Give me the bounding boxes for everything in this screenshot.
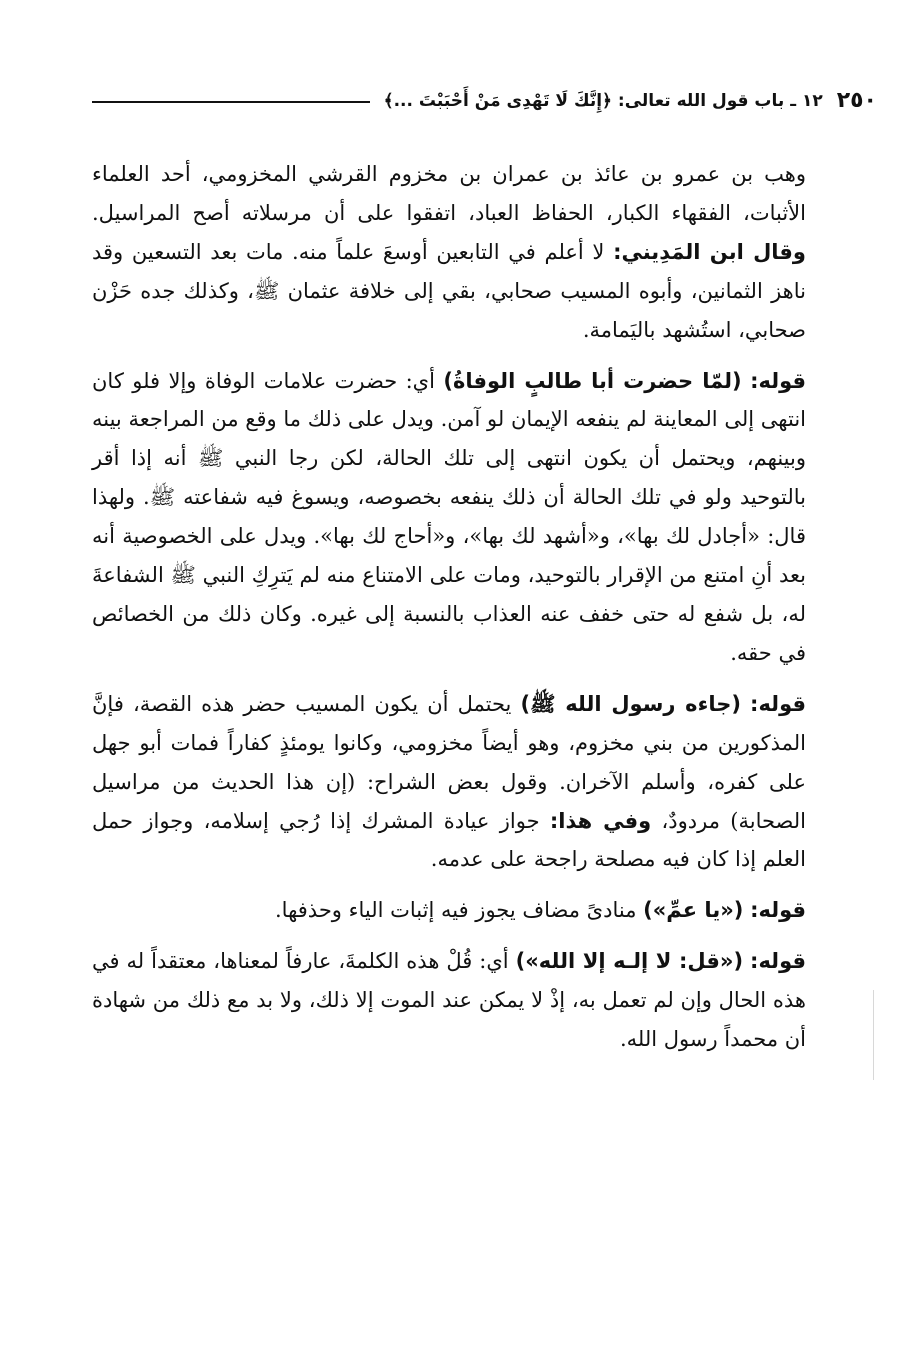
header-rule [92, 101, 370, 103]
paragraph-5-keyword: قوله: [750, 949, 806, 974]
paragraph-5-text: أي: قُلْ هذه الكلمةَ، عارفاً لمعناها، معتقداً له في هذه الحال وإن لم تعمل به، إذْ لا يمكن عند الموت إلا ذلك، ولا بد مع ذلك من شهادة أن محمداً رسول الله. [92, 949, 806, 1052]
paragraph-5 [92, 942, 806, 1059]
page-header [92, 80, 877, 120]
paragraph-4-keyword: قوله: [750, 898, 806, 923]
page-number: ٢٥٠ [836, 87, 877, 113]
paragraph-3-text-a: يحتمل أن يكون المسيب حضر هذه القصة، فإنَّ المذكورين من بني مخزوم، وهو أيضاً مخزومي، وكانوا يومئذٍ كفاراً فمات أبو جهل على كفره، وأسلم الآخران. وقول بعض الشراح: (إن هذا الحديث من مراسيل الصحابة) مردودٌ، [92, 691, 806, 833]
paragraph-4-quote: («يا عمِّ») [643, 898, 744, 923]
paragraph-2-quote: (لمّا حضرت أبا طالبٍ الوفاةُ) [443, 368, 742, 393]
running-title: ١٢ ـ باب قول الله تعالى: ﴿إِنَّكَ لَا تَهْدِى مَنْ أَحْبَبْتَ ...﴾ [383, 90, 823, 111]
paragraph-1-text-a: وهب بن عمرو بن عائذ بن عمران بن مخزوم القرشي المخزومي، أحد العلماء الأثبات، الفقهاء الكبار، الحفاظ العباد، اتفقوا على أن مرسلاته أصح المراسيل. [92, 162, 806, 225]
paragraph-1-keyword: وقال ابن المَدِيني: [613, 239, 806, 264]
paragraph-1 [92, 155, 806, 350]
paragraph-2-text: أي: حضرت علامات الوفاة وإلا فلو كان انتهى إلى المعاينة لم ينفعه الإيمان لو آمن. ويدل على ذلك ما وقع من المراجعة بينه وبينهم، ويحتمل أن يكون انتهى إلى تلك الحالة، لكن رجا النبي ﷺ أنه إذا أقر بالتوحيد ولو في تلك الحالة أن ذلك ينفعه بخصوصه، ويسوغ فيه شفاعته ﷺ. ولهذا قال: «أجادل لك بها»، و«أشهد لك بها»، و«أحاج لك بها». ويدل على الخصوصية أنه بعد أنِ امتنع من الإقرار بالتوحيد، ومات على الامتناع منه لم يَترِكِ النبي ﷺ الشفاعةَ له، بل شفع له حتى خفف عنه العذاب بالنسبة إلى غيره. وكان ذلك من الخصائص في حقه. [92, 368, 806, 665]
paragraph-3 [92, 685, 806, 880]
paragraph-2-keyword: قوله: [750, 368, 806, 393]
paragraph-3-text-b: جواز عيادة المشرك إذا رُجي إسلامه، وجواز حمل العلم إذا كان فيه مصلحة راجحة على عدمه. [92, 808, 806, 872]
body-text [92, 155, 806, 1059]
paragraph-1-text-b: لا أعلم في التابعين أوسعَ علماً منه. مات بعد التسعين وقد ناهز الثمانين، وأبوه المسيب صحابي، بقي إلى خلافة عثمان ﷺ، وكذلك جده حَزْن صحابي، استُشهد باليَمامة. [92, 239, 806, 342]
paragraph-3-quote: (جاءه رسول الله ﷺ) [520, 691, 741, 716]
paragraph-3-keyword: قوله: [750, 691, 806, 716]
paragraph-4 [92, 891, 806, 930]
scan-artifact-line [873, 990, 874, 1080]
paragraph-2 [92, 362, 806, 673]
paragraph-5-quote: («قل: لا إلـه إلا الله») [515, 949, 744, 974]
paragraph-3-keyword-b: وفي هذا: [549, 808, 652, 833]
paragraph-4-text: منادىً مضاف يجوز فيه إثبات الياء وحذفها. [275, 898, 637, 923]
